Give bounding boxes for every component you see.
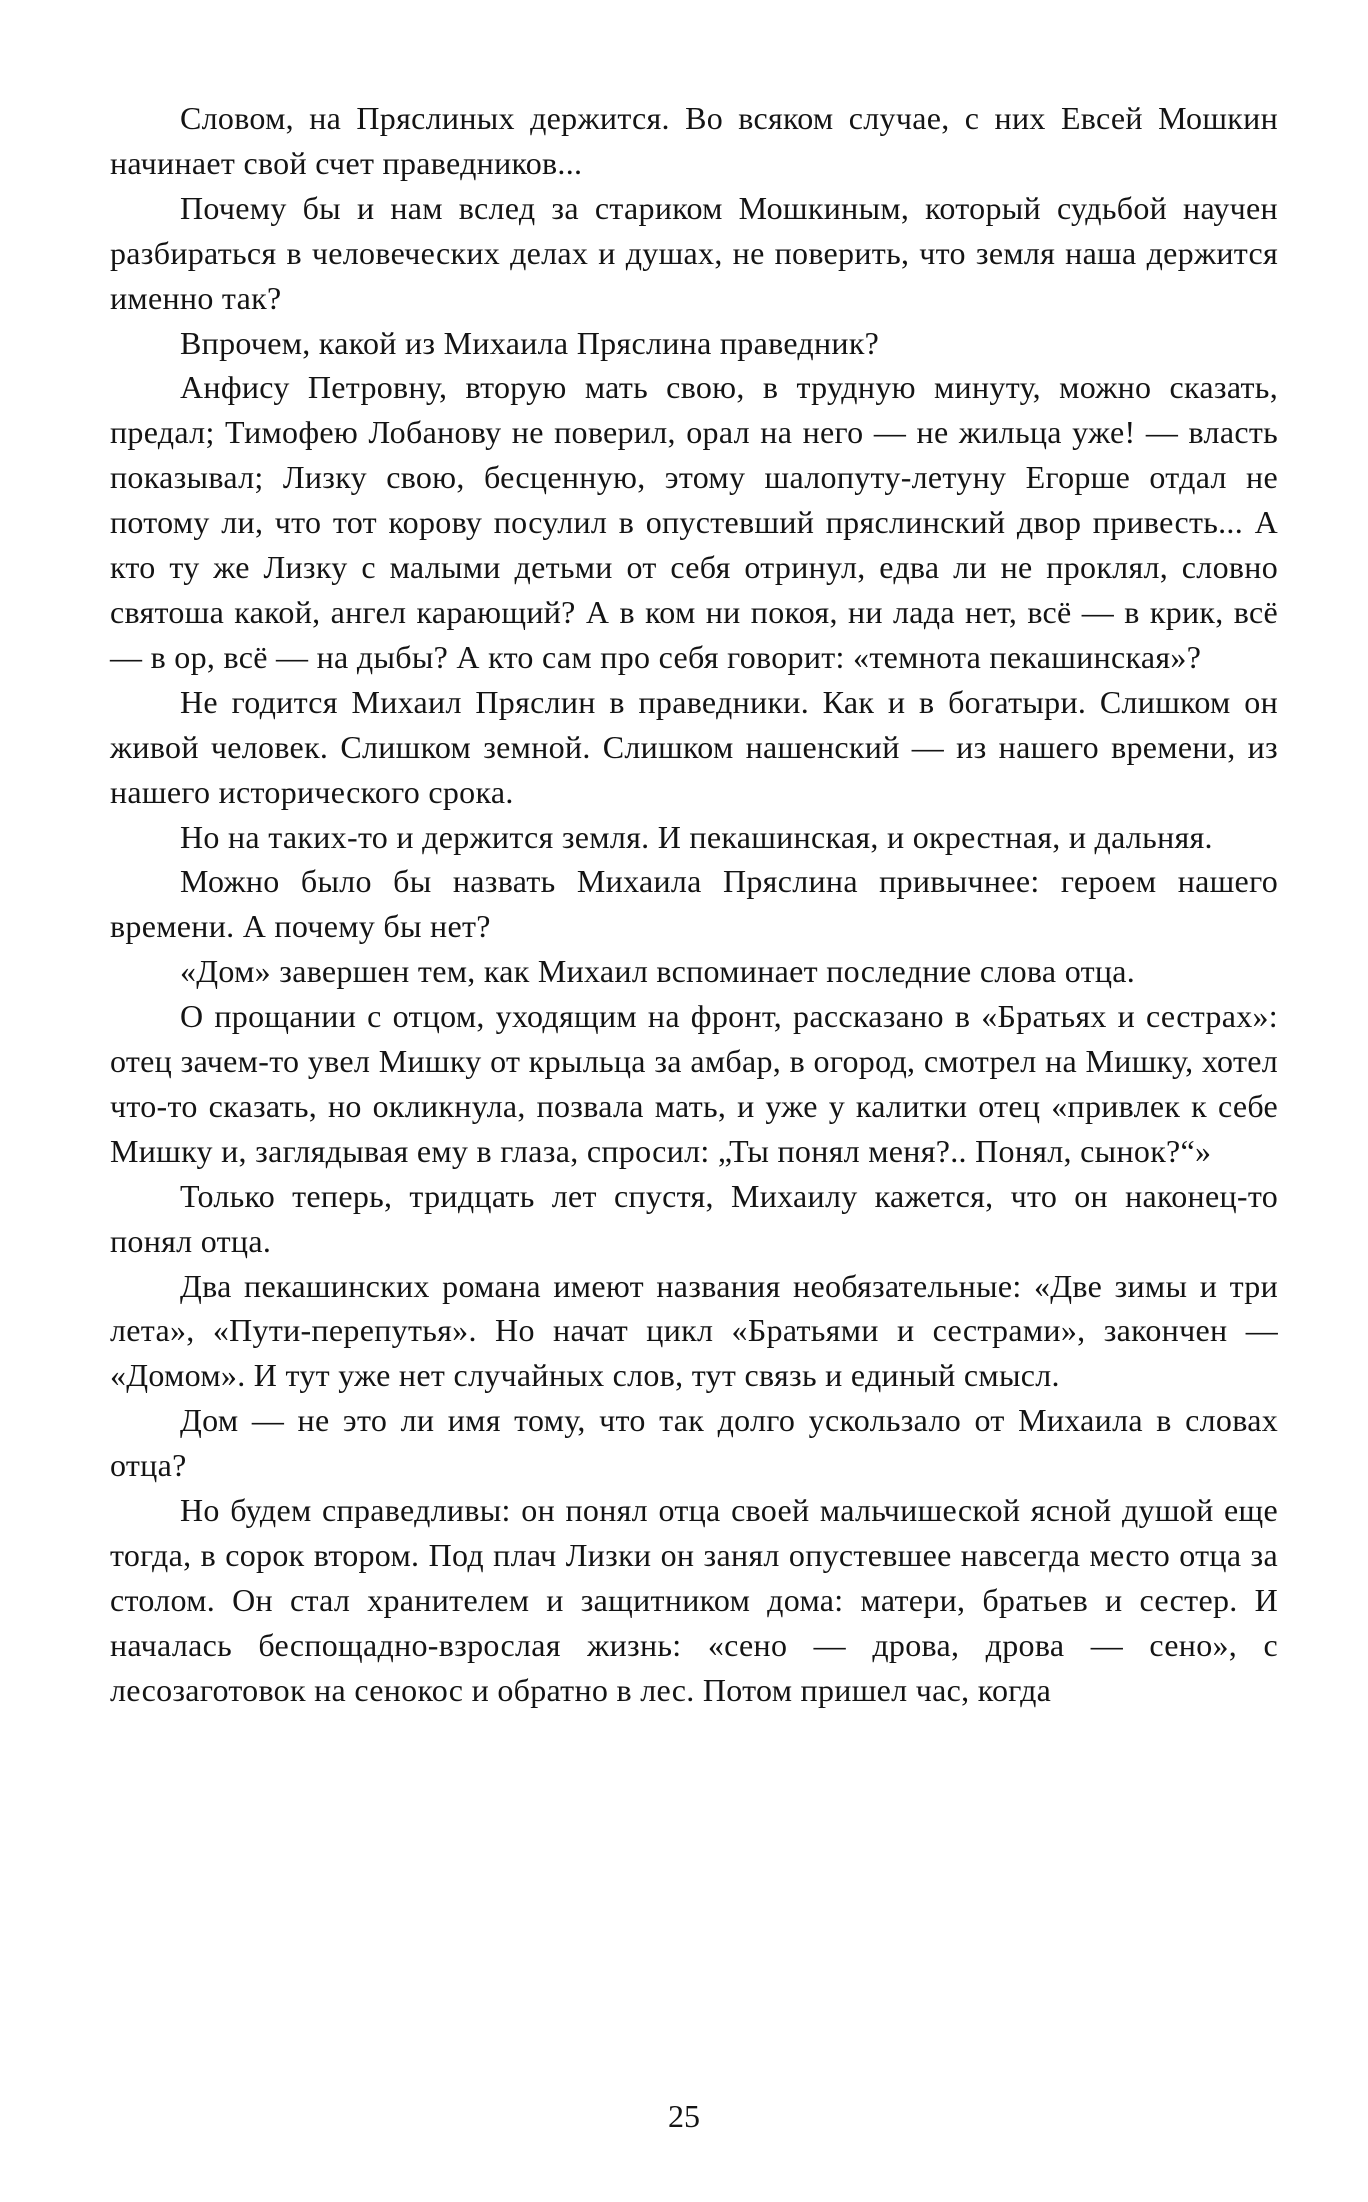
paragraph: О прощании с отцом, уходящим на фронт, рассказано в «Братьях и сестрах»: отец зачем-то увел Мишку от крыльца за амбар, в огород, смотрел на Мишку, хотел что-то сказать, но окликнула, позвала мать, и уже у калитки отец «привлек к себе Мишку и, заглядывая ему в глаза, спросил: „Ты понял меня?.. Понял, сынок?“» [110,998,1278,1169]
document-page [110,96,1278,2056]
paragraph: Впрочем, какой из Михаила Пряслина праведник? [180,324,880,361]
paragraph: Почему бы и нам вслед за стариком Мошкиным, который судьбой научен разбираться в человеческих делах и душах, не поверить, что земля наша держится именно так? [110,189,1278,316]
paragraph: Только теперь, тридцать лет спустя, Михаилу кажется, что он наконец-то понял отца. [110,1177,1278,1259]
paragraph: Не годится Михаил Пряслин в праведники. Как и в богатыри. Слишком он живой человек. Слишком земной. Слишком нашенский — из нашего времени, из нашего исторического срока. [110,683,1278,810]
paragraph: Но на таких-то и держится земля. И пекашинская, и окрестная, и дальняя. [180,818,1213,855]
paragraph: Но будем справедливы: он понял отца своей мальчишеской ясной душой еще тогда, в сорок втором. Под плач Лизки он занял опустевшее навсегда место отца за столом. Он стал хранителем и защитником дома: матери, братьев и сестер. И началась беспощадно-взрослая жизнь: «сено — дрова, дрова — сено», с лесозаготовок на сенокос и обратно в лес. Потом пришел час, когда [110,1492,1278,1708]
paragraph: Можно было бы назвать Михаила Пряслина привычнее: героем нашего времени. А почему бы нет? [110,863,1278,945]
paragraph: «Дом» завершен тем, как Михаил вспоминает последние слова отца. [180,953,1136,990]
body-text [110,96,1278,1713]
page-number: 25 [668,2098,700,2134]
paragraph: Анфису Петровну, вторую мать свою, в трудную минуту, можно сказать, предал; Тимофею Лобанову не поверил, орал на него — не жильца уже! — власть показывал; Лизку свою, бесценную, этому шалопуту-летуну Егорше отдал не потому ли, что тот корову посулил в опустевший пряслинский двор привесть... А кто ту же Лизку с малыми детьми от себя отринул, едва ли не проклял, словно святоша какой, ангел карающий? А в ком ни покоя, ни лада нет, всё — в крик, всё — в ор, всё — на дыбы? А кто сам про себя говорит: «темнота пекашинская»? [110,369,1278,675]
paragraph: Дом — не это ли имя тому, что так долго ускользало от Михаила в словах отца? [110,1402,1278,1484]
paragraph: Два пекашинских романа имеют названия необязательные: «Две зимы и три лета», «Пути-перепутья». Но начат цикл «Братьями и сестрами», закончен — «Домом». И тут уже нет случайных слов, тут связь и единый смысл. [110,1267,1278,1394]
paragraph: Словом, на Пряслиных держится. Во всяком случае, с них Евсей Мошкин начинает свой счет праведников... [110,100,1278,181]
